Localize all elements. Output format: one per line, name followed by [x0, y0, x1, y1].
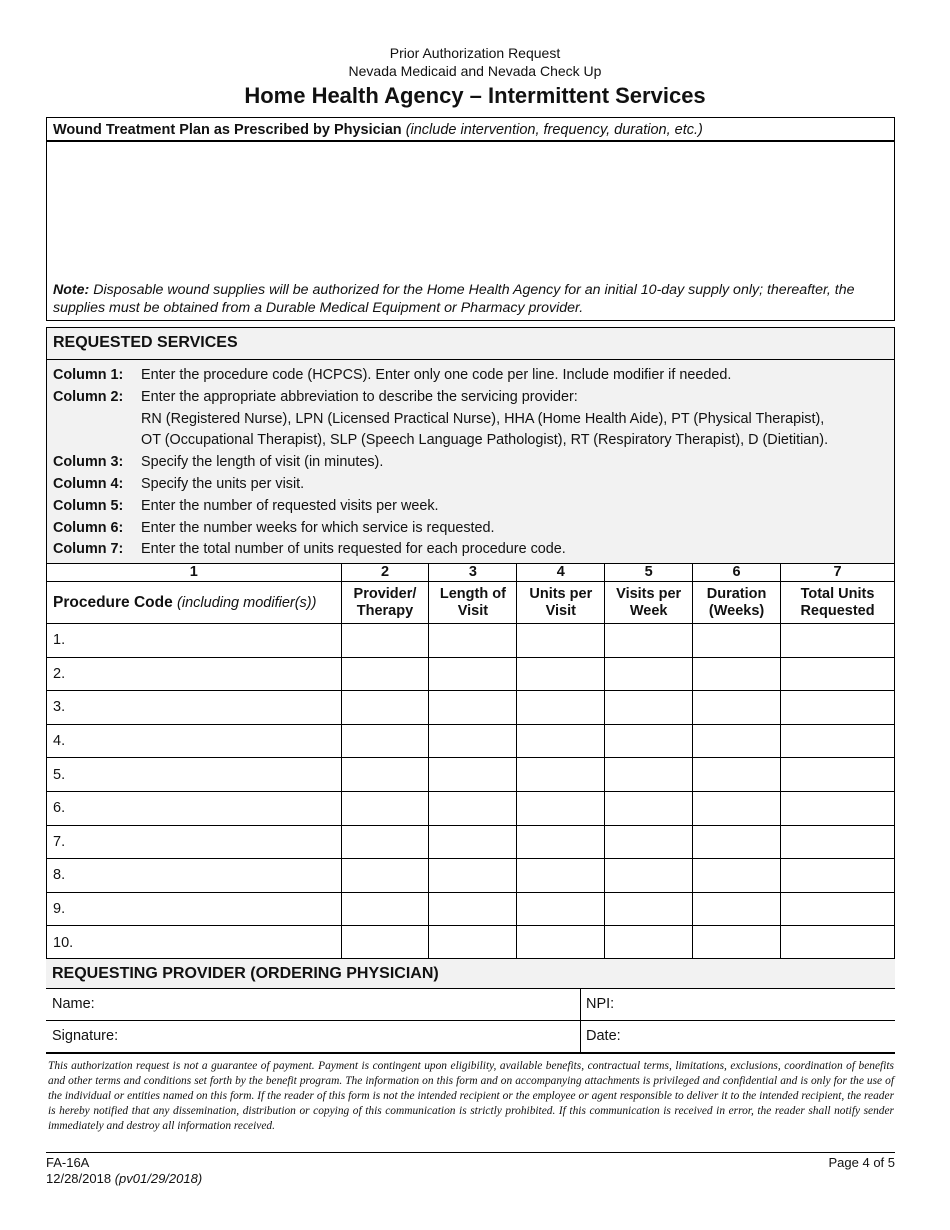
form-subtitle-2: Nevada Medicaid and Nevada Check Up: [348, 63, 602, 79]
table-row: [47, 758, 895, 792]
footer-form-info: [46, 1155, 202, 1187]
entry-cell[interactable]: [605, 691, 693, 725]
col-header-procedure-code: [47, 582, 342, 624]
entry-cell[interactable]: [605, 657, 693, 691]
instruction-row: [53, 539, 888, 561]
entry-cell[interactable]: [429, 791, 517, 825]
procedure-code-cell[interactable]: 5.: [47, 758, 342, 792]
instruction-row: [53, 387, 888, 409]
entry-cell[interactable]: [693, 657, 781, 691]
entry-cell[interactable]: [517, 859, 605, 893]
instruction-label: [53, 430, 141, 452]
table-row: [47, 825, 895, 859]
entry-cell[interactable]: [341, 791, 429, 825]
form-version: (pv01/29/2018): [114, 1171, 203, 1186]
column-number: 4: [517, 564, 605, 582]
procedure-code-cell[interactable]: 6.: [47, 791, 342, 825]
entry-cell[interactable]: [429, 859, 517, 893]
entry-cell[interactable]: [517, 926, 605, 960]
entry-cell[interactable]: [341, 892, 429, 926]
entry-cell[interactable]: [605, 892, 693, 926]
entry-cell[interactable]: [693, 892, 781, 926]
entry-cell[interactable]: [781, 724, 895, 758]
entry-cell[interactable]: [517, 691, 605, 725]
entry-cell[interactable]: [693, 758, 781, 792]
instruction-label: Column 4:: [53, 475, 124, 492]
column-number: 3: [429, 564, 517, 582]
instruction-row: [53, 430, 888, 452]
entry-cell[interactable]: [605, 926, 693, 960]
instruction-text: Enter the total number of units requested for each procedure code.: [141, 541, 566, 558]
instruction-label: Column 3:: [53, 454, 124, 471]
entry-cell[interactable]: [341, 624, 429, 658]
column-number: 7: [781, 564, 895, 582]
instruction-row: [53, 496, 888, 518]
instruction-text: Specify the units per visit.: [141, 475, 305, 492]
entry-cell[interactable]: [605, 758, 693, 792]
entry-cell[interactable]: [605, 825, 693, 859]
entry-cell[interactable]: [341, 758, 429, 792]
wound-note: [47, 279, 894, 319]
date-field[interactable]: Date:: [580, 1021, 621, 1052]
entry-cell[interactable]: [517, 657, 605, 691]
instruction-label: Column 7:: [53, 541, 124, 558]
procedure-code-hint: (including modifier(s)): [177, 594, 317, 611]
entry-cell[interactable]: [693, 691, 781, 725]
provider-name-row: [46, 989, 895, 1021]
entry-cell[interactable]: [781, 758, 895, 792]
entry-cell[interactable]: [693, 825, 781, 859]
column-number: 6: [693, 564, 781, 582]
table-row: [47, 892, 895, 926]
entry-cell[interactable]: [429, 624, 517, 658]
disclaimer-text: This authorization request is not a guarantee of payment. Payment is contingent upon eligibility, available benefits, contractual terms, limitations, exclusions, coordination of benefits and other terms and conditions set forth by the benefit program. The information on this form and on accompanying attachments is privileged and confidential and is only for the use of the individual or entities named on this form. If the reader of this form is not the intended recipient or the employee or agent responsible to deliver it to the intended recipient, the reader is hereby notified that any dissemination, distribution or copying of this communication is strictly prohibited. If this communication is received in error, the reader shall notify sender immediately and destroy all information received.: [48, 1060, 894, 1132]
col-header: Total Units Requested: [781, 582, 895, 624]
note-text: Disposable wound supplies will be authorized for the Home Health Agency for an initial 10-day supply only; thereafter, the supplies must be obtained from a Durable Medical Equipment or Pharmacy provider.: [53, 282, 855, 316]
entry-cell[interactable]: [605, 724, 693, 758]
instruction-label: Column 1:: [53, 367, 124, 383]
instruction-text: Specify the length of visit (in minutes).: [141, 454, 384, 471]
instruction-text: Enter the number weeks for which service is requested.: [141, 519, 495, 536]
instruction-label: Column 2:: [53, 388, 124, 405]
table-row: [47, 624, 895, 658]
procedure-code-cell[interactable]: 9.: [47, 892, 342, 926]
entry-cell[interactable]: [693, 791, 781, 825]
instruction-text: OT (Occupational Therapist), SLP (Speech Language Pathologist), RT (Respiratory Therapist), D (Dietitian).: [141, 432, 829, 449]
signature-field[interactable]: Signature:: [52, 1028, 119, 1044]
procedure-code-cell[interactable]: 1.: [47, 624, 342, 658]
entry-cell[interactable]: [341, 724, 429, 758]
entry-cell[interactable]: [693, 926, 781, 960]
instruction-row: [53, 409, 888, 431]
procedure-code-cell[interactable]: 4.: [47, 724, 342, 758]
page-number: Page 4 of 5: [828, 1155, 895, 1170]
instruction-text: Enter the number of requested visits per week.: [141, 497, 439, 514]
entry-cell[interactable]: [781, 657, 895, 691]
table-row: [47, 859, 895, 893]
col-header: Duration (Weeks): [693, 582, 781, 624]
instruction-row: [53, 452, 888, 474]
col-header: Visits per Week: [605, 582, 693, 624]
entry-cell[interactable]: [605, 859, 693, 893]
procedure-code-label: Procedure Code: [53, 593, 173, 611]
table-row: [47, 691, 895, 725]
entry-cell[interactable]: [693, 724, 781, 758]
column-number: 5: [605, 564, 693, 582]
entry-cell[interactable]: [341, 859, 429, 893]
column-number: 1: [47, 564, 342, 582]
requested-services-title: REQUESTED SERVICES: [47, 328, 894, 360]
entry-cell[interactable]: [605, 624, 693, 658]
name-field[interactable]: Name:: [52, 996, 95, 1012]
col-header: Provider/ Therapy: [341, 582, 429, 624]
table-row: [47, 724, 895, 758]
col-header: Length of Visit: [429, 582, 517, 624]
table-row: [47, 657, 895, 691]
procedure-code-cell[interactable]: 7.: [47, 825, 342, 859]
entry-cell[interactable]: [781, 859, 895, 893]
entry-cell[interactable]: [781, 892, 895, 926]
wound-label-bold: Wound Treatment Plan as Prescribed by Physician: [53, 122, 402, 138]
entry-cell[interactable]: [693, 624, 781, 658]
wound-treatment-input[interactable]: [47, 142, 894, 279]
instruction-row: [53, 365, 888, 387]
entry-cell[interactable]: [781, 825, 895, 859]
entry-cell[interactable]: [429, 691, 517, 725]
entry-cell[interactable]: [429, 657, 517, 691]
entry-cell[interactable]: [429, 724, 517, 758]
entry-cell[interactable]: [341, 657, 429, 691]
entry-cell[interactable]: [517, 724, 605, 758]
entry-cell[interactable]: [781, 624, 895, 658]
entry-cell[interactable]: [429, 825, 517, 859]
table-row: [47, 791, 895, 825]
entry-cell[interactable]: [429, 926, 517, 960]
provider-signature-row: [46, 1021, 895, 1053]
instruction-label: [53, 409, 141, 431]
procedure-code-cell[interactable]: 8.: [47, 859, 342, 893]
wound-label-italic: (include intervention, frequency, duration, etc.): [405, 122, 703, 138]
form-header: [0, 44, 950, 110]
instruction-text: RN (Registered Nurse), LPN (Licensed Practical Nurse), HHA (Home Health Aide), PT (Physical Therapist),: [141, 410, 825, 427]
form-date-line: [46, 1171, 202, 1187]
entry-cell[interactable]: [693, 859, 781, 893]
entry-cell[interactable]: [341, 825, 429, 859]
entry-cell[interactable]: [517, 624, 605, 658]
note-label: Note:: [53, 282, 90, 298]
column-header-row: [47, 582, 895, 624]
entry-cell[interactable]: [429, 758, 517, 792]
entry-cell[interactable]: [517, 791, 605, 825]
column-number: 2: [341, 564, 429, 582]
npi-field[interactable]: NPI:: [580, 989, 614, 1020]
column-instructions: [47, 360, 894, 561]
procedure-code-cell[interactable]: 3.: [47, 691, 342, 725]
instruction-label: Column 5:: [53, 497, 124, 514]
form-subtitle-1: Prior Authorization Request: [389, 45, 561, 61]
instruction-row: [53, 518, 888, 540]
wound-treatment-label: [47, 118, 894, 142]
services-table: [46, 563, 895, 960]
procedure-code-cell[interactable]: 10.: [47, 926, 342, 960]
instruction-text: Enter the appropriate abbreviation to describe the servicing provider:: [141, 388, 578, 405]
wound-treatment-section: [46, 117, 895, 321]
entry-cell[interactable]: [781, 926, 895, 960]
column-number-row: [47, 564, 895, 582]
entry-cell[interactable]: [605, 791, 693, 825]
requested-services-section: [46, 327, 895, 1054]
entry-cell[interactable]: [517, 758, 605, 792]
col-header: Units per Visit: [517, 582, 605, 624]
entry-cell[interactable]: [429, 892, 517, 926]
page-title: Home Health Agency – Intermittent Services: [244, 83, 706, 108]
entry-cell[interactable]: [781, 691, 895, 725]
footer-divider: [46, 1152, 895, 1153]
form-id: FA-16A: [46, 1155, 90, 1170]
instruction-text: Enter the procedure code (HCPCS). Enter only one code per line. Include modifier if needed.: [141, 367, 732, 383]
instruction-label: Column 6:: [53, 519, 124, 536]
procedure-code-cell[interactable]: 2.: [47, 657, 342, 691]
instruction-row: [53, 474, 888, 496]
requesting-provider-title: REQUESTING PROVIDER (ORDERING PHYSICIAN): [46, 958, 895, 989]
entry-cell[interactable]: [341, 926, 429, 960]
entry-cell[interactable]: [517, 825, 605, 859]
entry-cell[interactable]: [517, 892, 605, 926]
form-date: 12/28/2018: [46, 1171, 112, 1186]
table-row: [47, 926, 895, 960]
entry-cell[interactable]: [781, 791, 895, 825]
entry-cell[interactable]: [341, 691, 429, 725]
